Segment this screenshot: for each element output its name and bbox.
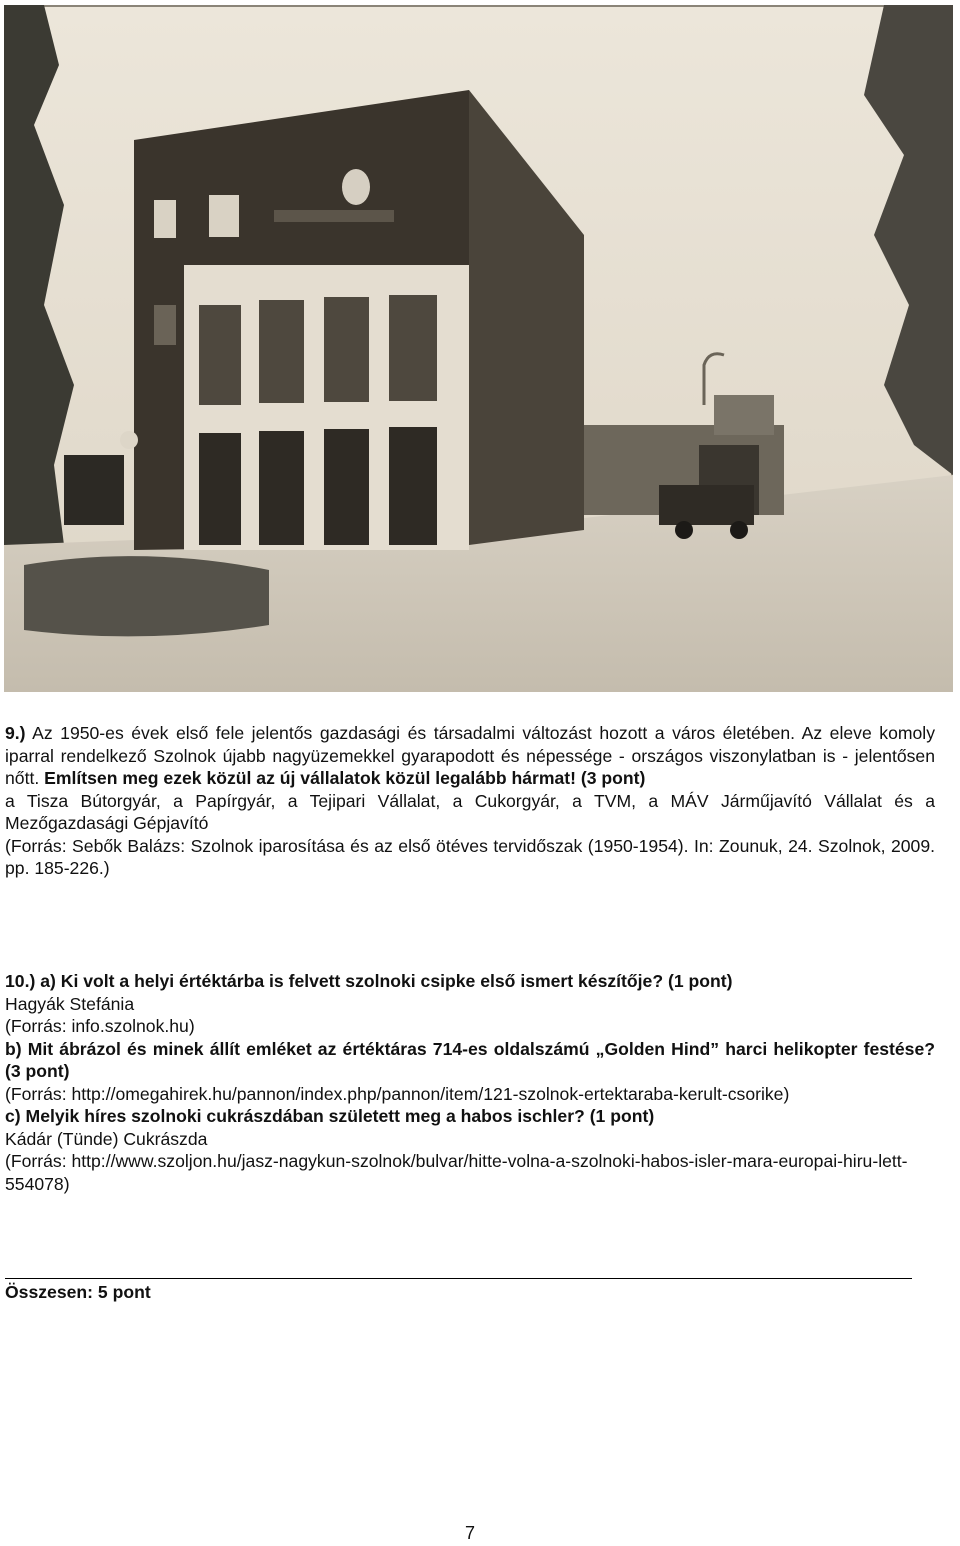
question-prompt: c) Melyik híres szolnoki cukrászdában született meg a habos ischler? (1 pont) [5,1106,655,1126]
question-intro: Az 1950-es évek első fele jelentős gazdasági és társadalmi változást hozott a város életében. Az eleve komoly iparral rendelkező Szolnok újabb nagyüzemekkel gyarapodott és népessége - országos viszonylatban is - jelentősen nőtt. [5,723,935,788]
answer-text: Kádár (Tünde) Cukrászda [5,1128,208,1149]
question-prompt: a) Ki volt a helyi értéktárba is felvett szolnoki csipke első ismert készítője? (1 pont) [35,971,733,991]
question-number: 9.) [5,723,26,743]
question-9-text [5,722,935,790]
question-prompt: Említsen meg ezek közül az új vállalatok közül legalább hármat! (3 pont) [44,768,646,788]
total-divider [5,1278,912,1304]
truck [659,485,754,525]
source-citation: (Forrás: http://omegahirek.hu/pannon/index.php/pannon/item/121-szolnok-ertektaraba-kerult-csorike) [5,1083,790,1104]
source-citation: (Forrás: info.szolnok.hu) [5,1016,195,1036]
historic-factory-building-photo [4,5,953,692]
answer-text: Hagyák Stefánia [5,993,135,1014]
hedge [24,556,269,636]
historic-factory-photo [4,5,953,692]
page-number: 7 [464,1523,475,1543]
total-points: Összesen: 5 pont [5,1282,151,1302]
question-10a [5,970,935,993]
question-prompt: b) Mit ábrázol és minek állít emléket az értéktáras 714-es oldalszámú „Golden Hind” harci helikopter festése? (3 pont) [5,1038,935,1081]
source-citation: (Forrás: http://www.szoljon.hu/jasz-nagykun-szolnok/bulvar/hitte-volna-a-szolnoki-habos-isler-mara-europai-hiru-lett-554078) [5,1151,908,1194]
answer-text: a Tisza Bútorgyár, a Papírgyár, a Tejipari Vállalat, a Cukorgyár, a TVM, a MÁV Járműjavító Vállalat és a Mezőgazdasági Gépjavító [5,790,935,833]
source-citation: (Forrás: Sebők Balázs: Szolnok iparosítása és az első ötéves tervidőszak (1950-1954). In: Zounuk, 24. Szolnok, 2009. pp. 185-226.) [5,835,935,878]
question-10 [5,970,935,1195]
question-number: 10.) [5,971,36,991]
question-9 [5,722,935,880]
